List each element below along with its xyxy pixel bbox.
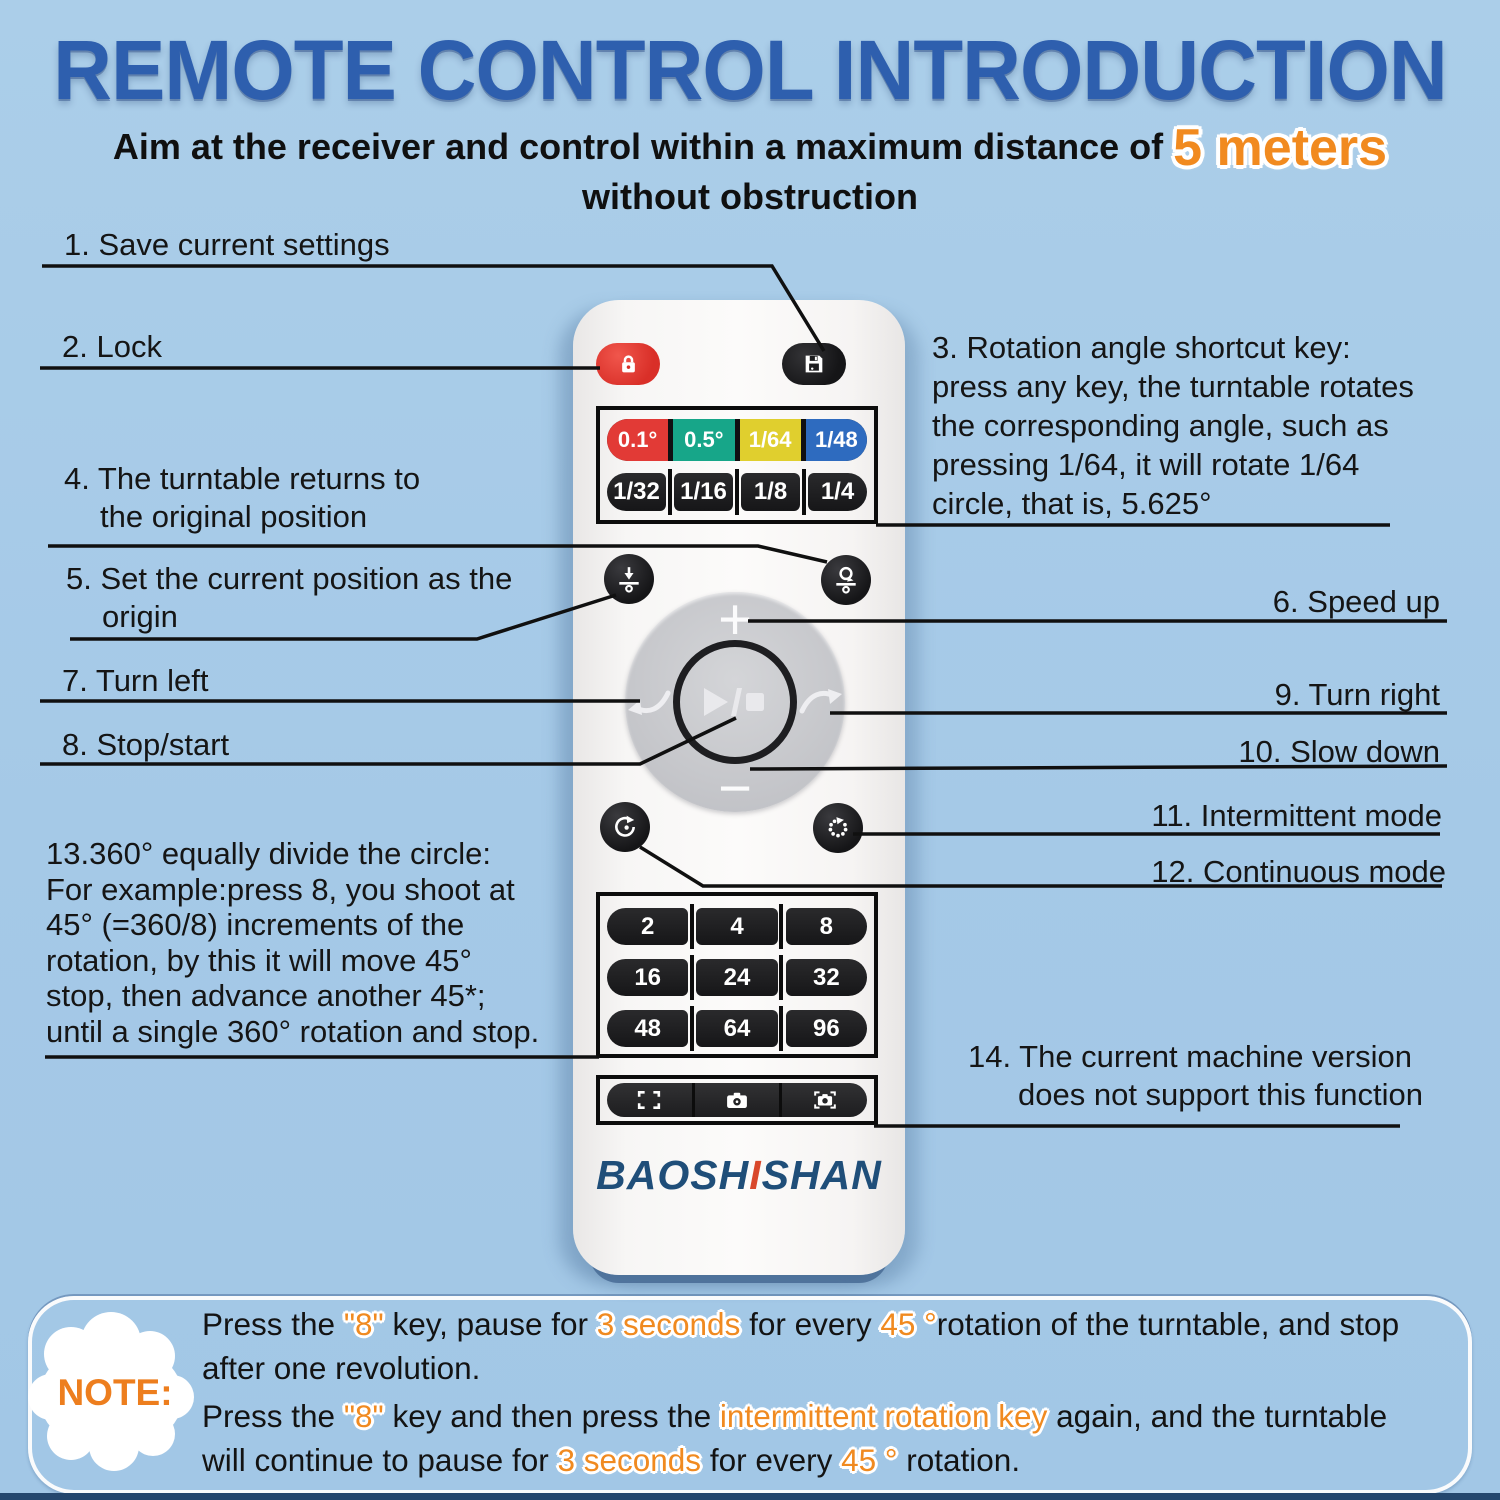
callout-set-origin: 5. Set the current position as the origin [66,561,513,634]
key-24[interactable]: 24 [696,959,777,996]
continuous-mode-button[interactable] [600,802,650,852]
speed-up-button[interactable]: + [718,587,752,652]
focus-frame-button[interactable] [607,1083,692,1117]
continuous-rotation-icon [612,814,638,840]
intermittent-mode-button[interactable] [813,803,863,853]
subtitle-line1: Aim at the receiver and control within a maximum distance of 5 meters [112,119,1388,177]
callout-speed-up: 6. Speed up [1272,584,1440,619]
callout-lock: 2. Lock [62,329,162,364]
callout-angle-shortcut: 3. Rotation angle shortcut key: press any key, the turntable rotates the corresponding angle, such as pressing 1/64, it will rotate 1/64 circle, that is, 5.625° [932,330,1414,521]
callout-turn-right: 9. Turn right [1274,677,1440,712]
photo-keypad [596,1075,878,1125]
lock-icon [620,354,637,374]
page-title: REMOTE CONTROL INTRODUCTION [53,23,1447,117]
save-icon [804,354,824,374]
callout-intermittent-mode: 11. Intermittent mode [1151,798,1442,833]
turn-right-button[interactable] [798,684,844,725]
callout-stop-start: 8. Stop/start [62,727,230,762]
key-0-5-deg[interactable]: 0.5° [668,419,734,461]
division-keypad [596,892,878,1058]
rotation-control-pad [625,587,845,821]
remote-control [573,300,905,1275]
key-64[interactable]: 64 [696,1010,777,1047]
turn-left-arrow-icon [626,684,672,720]
callout-divide-circle: 13.360° equally divide the circle: For example:press 8, you shoot at 45° (=360/8) increments of the rotation, by this it will move 45° stop, then advance another 45*; until a single 360° rotation and stop. [46,836,540,1049]
camera-frame-icon [813,1090,837,1110]
camera-button[interactable] [692,1083,780,1117]
key-1-64[interactable]: 1/64 [735,419,801,461]
key-16[interactable]: 16 [607,959,688,996]
key-1-48[interactable]: 1/48 [801,419,867,461]
key-8[interactable]: 8 [786,908,867,945]
stop-start-button[interactable] [700,676,770,733]
note-p2-line1: Press the "8" key and then press the intermittent rotation key again, and the turntable [202,1398,1388,1434]
key-96[interactable]: 96 [786,1010,867,1047]
callout-not-supported: 14. The current machine version does not support this function [968,1039,1423,1112]
key-4[interactable]: 4 [696,908,777,945]
key-32[interactable]: 32 [786,959,867,996]
camera-icon [726,1092,748,1109]
camera-frame-button[interactable] [779,1083,867,1117]
turn-right-arrow-icon [798,684,844,720]
intermittent-rotation-icon [825,815,851,841]
bottom-divider [0,1493,1500,1500]
subtitle-line2: without obstruction [582,176,918,217]
key-1-16[interactable]: 1/16 [674,473,733,511]
key-1-32[interactable]: 1/32 [607,473,666,511]
key-1-4[interactable]: 1/4 [808,473,867,511]
note-badge: NOTE: [57,1372,173,1413]
brand-logo: BAOSHISHAN [596,1152,882,1198]
callout-turn-left: 7. Turn left [62,663,209,698]
key-0-1-deg[interactable]: 0.1° [607,419,668,461]
play-stop-icon [700,676,770,728]
callout-continuous-mode: 12. Continuous mode [1151,854,1446,889]
save-button[interactable] [782,343,846,385]
key-2[interactable]: 2 [607,908,688,945]
slow-down-button[interactable]: − [718,756,752,821]
callout-save-settings: 1. Save current settings [64,227,390,262]
note-p1-line2: after one revolution. [202,1350,481,1386]
key-1-8[interactable]: 1/8 [741,473,800,511]
turn-left-button[interactable] [626,684,672,725]
note-p1-line1: Press the "8" key, pause for 3 seconds for every 45 °rotation of the turntable, and stop [202,1306,1400,1342]
key-48[interactable]: 48 [607,1010,688,1047]
lock-button[interactable] [596,343,660,385]
focus-frame-icon [637,1090,661,1110]
callout-return-original: 4. The turntable returns to the original position [64,461,421,534]
angle-shortcut-keypad [596,406,878,524]
callout-slow-down: 10. Slow down [1238,734,1440,769]
note-p2-line2: will continue to pause for 3 seconds for every 45 ° rotation. [202,1442,1021,1478]
